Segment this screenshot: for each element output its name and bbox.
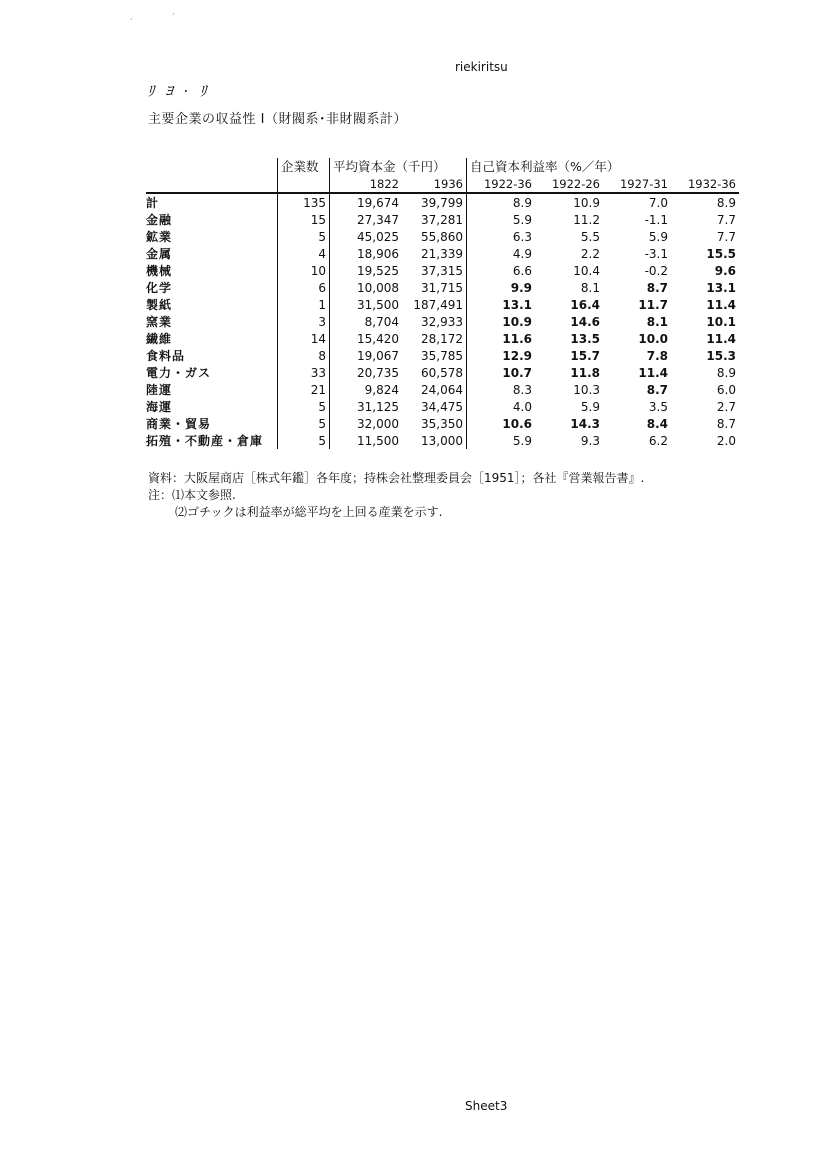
header-period: 1927-31 bbox=[603, 175, 671, 193]
rate-1922-36: 10.7 bbox=[502, 365, 532, 380]
capital-1936: 39,799 bbox=[402, 193, 467, 211]
rate-1922-36: 4.9 bbox=[512, 246, 532, 261]
capital-1922: 45,025 bbox=[357, 229, 399, 244]
rate-1932-36: 15.3 bbox=[706, 348, 736, 363]
notes bbox=[148, 470, 644, 521]
header-period: 1932-36 bbox=[671, 175, 739, 193]
rate-1922-26: 14.3 bbox=[570, 416, 600, 431]
rate-1927-31: 8.1 bbox=[646, 314, 668, 329]
row-label: 商業・貿易 bbox=[146, 416, 212, 431]
header-period: 1922-26 bbox=[535, 175, 603, 193]
capital-1936: 34,475 bbox=[402, 398, 467, 415]
rate-1922-36: 5.9 bbox=[512, 433, 532, 448]
capital-1922: 11,500 bbox=[357, 433, 399, 448]
capital-1936: 24,064 bbox=[402, 381, 467, 398]
capital-1936: 31,715 bbox=[402, 279, 467, 296]
note-1: 注：⑴本文参照. bbox=[148, 488, 236, 502]
capital-1922: 19,674 bbox=[357, 195, 399, 210]
table-row bbox=[146, 211, 739, 228]
company-count: 135 bbox=[278, 193, 330, 211]
table-title: 主要企業の収益性 I（財閥系･非財閥系計） bbox=[148, 112, 407, 127]
capital-1922: 20,735 bbox=[357, 365, 399, 380]
rate-1932-36: 11.4 bbox=[706, 331, 736, 346]
row-label: 窯業 bbox=[146, 314, 173, 329]
header-row-years bbox=[146, 175, 739, 193]
sheet-footer: Sheet3 bbox=[465, 1099, 508, 1113]
rate-1922-26: 10.9 bbox=[573, 195, 600, 210]
header-capital: 平均資本金（千円） bbox=[330, 158, 467, 175]
table-row bbox=[146, 347, 739, 364]
capital-1922: 18,906 bbox=[357, 246, 399, 261]
company-count: 3 bbox=[278, 313, 330, 330]
rate-1927-31: 8.7 bbox=[646, 280, 668, 295]
rate-1927-31: -0.2 bbox=[644, 263, 668, 278]
table-row bbox=[146, 398, 739, 415]
rate-1932-36: 15.5 bbox=[706, 246, 736, 261]
note-2: ⑵ゴチックは利益率が総平均を上回る産業を示す. bbox=[175, 505, 443, 519]
stray-mark-2: · bbox=[172, 10, 175, 19]
company-count: 1 bbox=[278, 296, 330, 313]
table-row bbox=[146, 432, 739, 449]
row-label: 金属 bbox=[146, 246, 173, 261]
rate-1932-36: 8.7 bbox=[716, 416, 736, 431]
row-label: 繊維 bbox=[146, 331, 173, 346]
capital-1936: 32,933 bbox=[402, 313, 467, 330]
stray-mark-1: · bbox=[130, 15, 133, 24]
capital-1922: 19,067 bbox=[357, 348, 399, 363]
rate-1932-36: 6.0 bbox=[716, 382, 736, 397]
row-label: 計 bbox=[146, 195, 160, 210]
capital-1936: 28,172 bbox=[402, 330, 467, 347]
rate-1927-31: 6.2 bbox=[648, 433, 668, 448]
company-count: 15 bbox=[278, 211, 330, 228]
capital-1922: 19,525 bbox=[357, 263, 399, 278]
capital-1936: 35,785 bbox=[402, 347, 467, 364]
rate-1927-31: -3.1 bbox=[644, 246, 668, 261]
rate-1922-36: 11.6 bbox=[502, 331, 532, 346]
header-year: 1936 bbox=[402, 175, 467, 193]
capital-1922: 8,704 bbox=[364, 314, 399, 329]
header-blank-2 bbox=[146, 175, 278, 193]
rate-1927-31: 7.0 bbox=[648, 195, 668, 210]
rate-1932-36: 11.4 bbox=[706, 297, 736, 312]
rate-1932-36: 10.1 bbox=[706, 314, 736, 329]
table-row bbox=[146, 364, 739, 381]
rate-1927-31: 3.5 bbox=[648, 399, 668, 414]
rate-1927-31: 10.0 bbox=[638, 331, 668, 346]
rate-1922-36: 6.3 bbox=[512, 229, 532, 244]
header-blank-3 bbox=[278, 175, 330, 193]
row-label: 製紙 bbox=[146, 297, 173, 312]
profitability-table bbox=[146, 158, 739, 449]
rate-1922-26: 16.4 bbox=[570, 297, 600, 312]
header-count: 企業数 bbox=[278, 158, 330, 175]
table-row bbox=[146, 313, 739, 330]
rate-1922-26: 8.1 bbox=[580, 280, 600, 295]
capital-1922: 32,000 bbox=[357, 416, 399, 431]
header-rate: 自己資本利益率（%／年） bbox=[470, 158, 620, 174]
rate-1922-36: 10.9 bbox=[502, 314, 532, 329]
header-row-groups bbox=[146, 158, 739, 175]
capital-1936: 55,860 bbox=[402, 228, 467, 245]
capital-1936: 37,281 bbox=[402, 211, 467, 228]
table-row bbox=[146, 296, 739, 313]
company-count: 8 bbox=[278, 347, 330, 364]
rate-1922-36: 4.0 bbox=[512, 399, 532, 414]
company-count: 14 bbox=[278, 330, 330, 347]
rate-1932-36: 13.1 bbox=[706, 280, 736, 295]
rate-1922-26: 2.2 bbox=[580, 246, 600, 261]
rate-1932-36: 7.7 bbox=[716, 212, 736, 227]
rate-1922-26: 9.3 bbox=[580, 433, 600, 448]
rate-1927-31: -1.1 bbox=[644, 212, 668, 227]
rate-1922-36: 8.9 bbox=[512, 195, 532, 210]
company-count: 5 bbox=[278, 228, 330, 245]
company-count: 5 bbox=[278, 398, 330, 415]
company-count: 21 bbox=[278, 381, 330, 398]
rate-1922-26: 11.2 bbox=[573, 212, 600, 227]
page-header: riekiritsu bbox=[455, 60, 508, 74]
row-label: 機械 bbox=[146, 263, 173, 278]
capital-1922: 10,008 bbox=[357, 280, 399, 295]
rate-1922-26: 10.4 bbox=[573, 263, 600, 278]
table-row bbox=[146, 381, 739, 398]
row-label: 鉱業 bbox=[146, 229, 173, 244]
rate-1922-36: 5.9 bbox=[512, 212, 532, 227]
capital-1936: 187,491 bbox=[402, 296, 467, 313]
row-label: 陸運 bbox=[146, 382, 173, 397]
rate-1922-26: 15.7 bbox=[570, 348, 600, 363]
rate-1922-36: 6.6 bbox=[512, 263, 532, 278]
capital-1936: 21,339 bbox=[402, 245, 467, 262]
rate-1922-26: 14.6 bbox=[570, 314, 600, 329]
rate-1932-36: 8.9 bbox=[716, 365, 736, 380]
table-row bbox=[146, 330, 739, 347]
table-row bbox=[146, 415, 739, 432]
company-count: 10 bbox=[278, 262, 330, 279]
rate-1932-36: 2.0 bbox=[716, 433, 736, 448]
table-row bbox=[146, 193, 739, 211]
capital-1922: 9,824 bbox=[364, 382, 399, 397]
table-row bbox=[146, 228, 739, 245]
capital-1936: 60,578 bbox=[402, 364, 467, 381]
company-count: 5 bbox=[278, 415, 330, 432]
row-label: 電力・ガス bbox=[146, 365, 212, 380]
rate-1927-31: 11.7 bbox=[638, 297, 668, 312]
rate-1932-36: 9.6 bbox=[714, 263, 736, 278]
rate-1927-31: 7.8 bbox=[646, 348, 668, 363]
rate-1922-26: 11.8 bbox=[570, 365, 600, 380]
capital-1922: 31,500 bbox=[357, 297, 399, 312]
table-row bbox=[146, 245, 739, 262]
header-blank bbox=[146, 158, 278, 175]
rate-1927-31: 8.4 bbox=[646, 416, 668, 431]
capital-1922: 31,125 bbox=[357, 399, 399, 414]
rate-1922-36: 12.9 bbox=[502, 348, 532, 363]
capital-1922: 15,420 bbox=[357, 331, 399, 346]
rate-1927-31: 5.9 bbox=[648, 229, 668, 244]
row-label: 拓殖・不動産・倉庫 bbox=[146, 433, 264, 448]
row-label: 海運 bbox=[146, 399, 173, 414]
rate-1922-26: 5.5 bbox=[580, 229, 600, 244]
rate-1922-26: 5.9 bbox=[580, 399, 600, 414]
rate-1922-36: 10.6 bbox=[502, 416, 532, 431]
row-label: 金融 bbox=[146, 212, 173, 227]
table-row bbox=[146, 279, 739, 296]
rate-1932-36: 2.7 bbox=[716, 399, 736, 414]
handwritten-mark: ﾘ ﾖ · ﾘ bbox=[147, 82, 210, 100]
capital-1936: 37,315 bbox=[402, 262, 467, 279]
rate-1927-31: 8.7 bbox=[646, 382, 668, 397]
capital-1936: 35,350 bbox=[402, 415, 467, 432]
company-count: 5 bbox=[278, 432, 330, 449]
source-note: 資料：大阪屋商店［株式年鑑］各年度；持株会社整理委員会［1951］；各社『営業報告書』. bbox=[148, 471, 645, 485]
rate-1922-36: 13.1 bbox=[502, 297, 532, 312]
rate-1922-26: 10.3 bbox=[573, 382, 600, 397]
rate-1932-36: 7.7 bbox=[716, 229, 736, 244]
row-label: 化学 bbox=[146, 280, 173, 295]
company-count: 4 bbox=[278, 245, 330, 262]
rate-1922-36: 8.3 bbox=[512, 382, 532, 397]
rate-1927-31: 11.4 bbox=[638, 365, 668, 380]
capital-1922: 27,347 bbox=[357, 212, 399, 227]
rate-1922-36: 9.9 bbox=[510, 280, 532, 295]
row-label: 食料品 bbox=[146, 348, 186, 363]
company-count: 6 bbox=[278, 279, 330, 296]
header-period: 1922-36 bbox=[467, 175, 536, 193]
table-row bbox=[146, 262, 739, 279]
capital-1936: 13,000 bbox=[402, 432, 467, 449]
rate-1922-26: 13.5 bbox=[570, 331, 600, 346]
rate-1932-36: 8.9 bbox=[716, 195, 736, 210]
company-count: 33 bbox=[278, 364, 330, 381]
header-year: 1822 bbox=[330, 175, 403, 193]
